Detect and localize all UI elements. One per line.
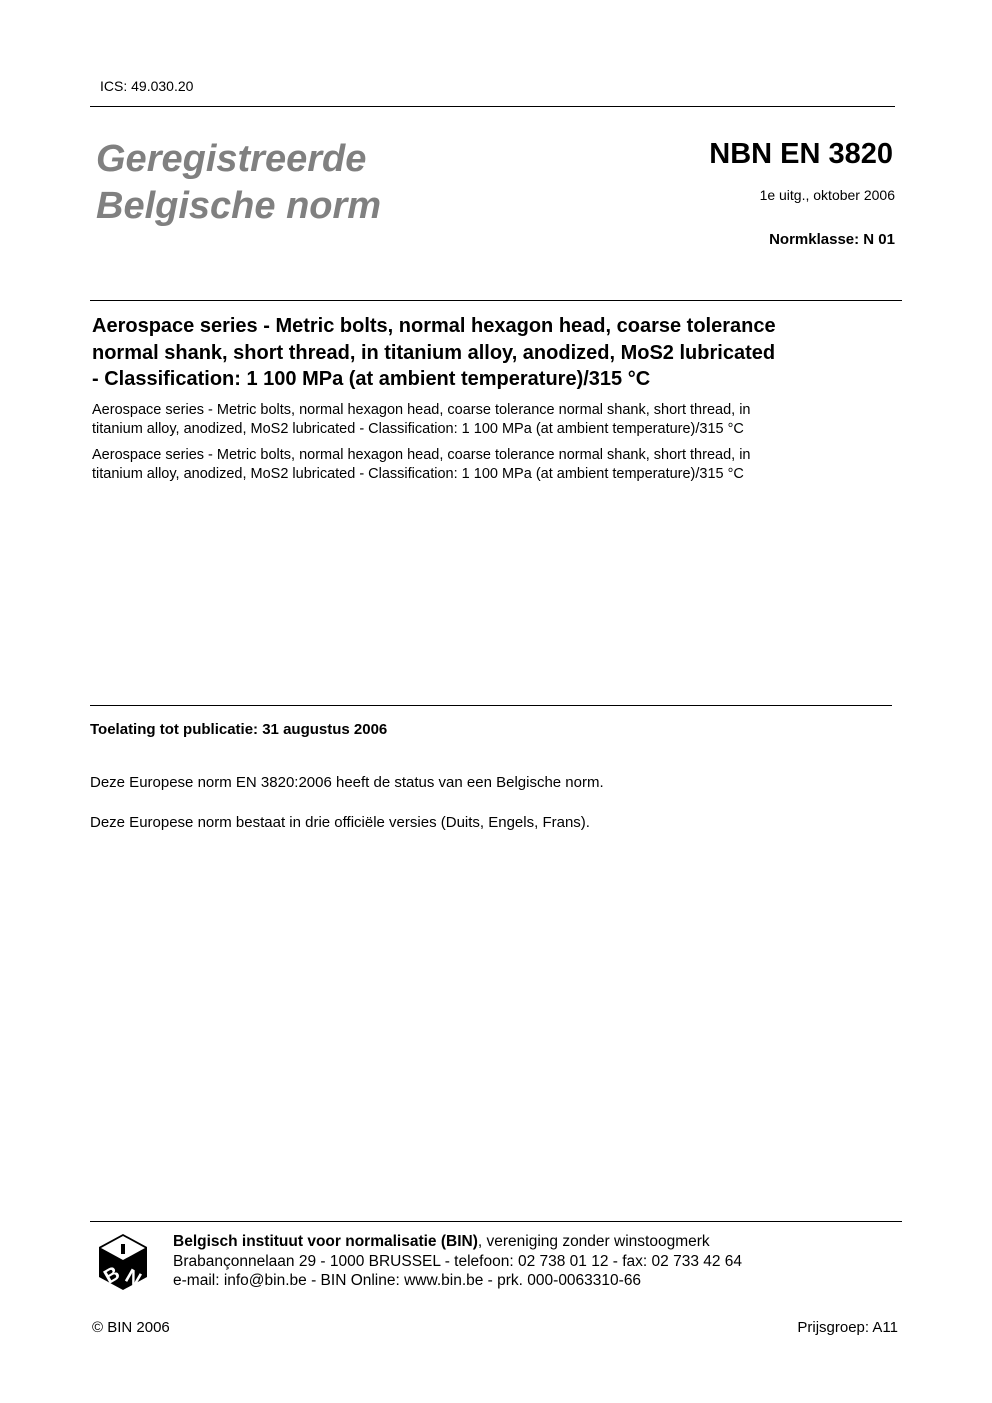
main-title-line: - Classification: 1 100 MPa (at ambient temperature)/315 °C xyxy=(92,368,651,390)
doc-type-title-line1: Geregistreerde xyxy=(96,138,367,180)
org-address: Brabançonnelaan 29 - 1000 BRUSSEL - telefoon: 02 738 01 12 - fax: 02 733 42 64 xyxy=(173,1252,743,1270)
norm-number: NBN EN 3820 xyxy=(709,138,893,170)
alt-title-line: titanium alloy, anodized, MoS2 lubricated - Classification: 1 100 MPa (at ambient temperature)/315 °C xyxy=(92,466,744,482)
ics-code: ICS: 49.030.20 xyxy=(100,78,194,94)
divider xyxy=(90,300,902,301)
price-group: Prijsgroep: A11 xyxy=(797,1319,898,1336)
norm-class: Normklasse: N 01 xyxy=(769,231,895,248)
doc-type-title-line2: Belgische norm xyxy=(96,185,382,227)
bin-logo xyxy=(97,1232,149,1292)
main-title-line: normal shank, short thread, in titanium alloy, anodized, MoS2 lubricated xyxy=(92,341,776,364)
alt-title-line: titanium alloy, anodized, MoS2 lubricated - Classification: 1 100 MPa (at ambient temperature)/315 °C xyxy=(92,421,744,437)
main-title xyxy=(92,313,776,393)
versions-text: Deze Europese norm bestaat in drie officiële versies (Duits, Engels, Frans). xyxy=(90,814,590,831)
edition: 1e uitg., oktober 2006 xyxy=(759,187,895,203)
divider xyxy=(90,1221,902,1222)
divider xyxy=(90,705,892,706)
alt-title-line: Aerospace series - Metric bolts, normal hexagon head, coarse tolerance normal shank, short thread, in xyxy=(92,402,751,418)
org-contact: e-mail: info@bin.be - BIN Online: www.bin.be - prk. 000-0063310-66 xyxy=(173,1272,642,1289)
copyright: © BIN 2006 xyxy=(92,1319,170,1336)
org-name: Belgisch instituut voor normalisatie (BIN) xyxy=(173,1233,478,1250)
org-info xyxy=(173,1232,742,1291)
divider xyxy=(90,106,895,107)
svg-text:B: B xyxy=(100,1262,124,1289)
org-type: , vereniging zonder winstoogmerk xyxy=(477,1233,710,1250)
svg-text:N: N xyxy=(121,1265,145,1292)
main-title-line: Aerospace series - Metric bolts, normal hexagon head, coarse tolerance xyxy=(92,315,776,337)
alt-title-line: Aerospace series - Metric bolts, normal hexagon head, coarse tolerance normal shank, short thread, in xyxy=(92,447,751,463)
alt-title-2 xyxy=(92,446,750,484)
alt-title-1 xyxy=(92,401,750,439)
approval-date: Toelating tot publicatie: 31 augustus 2006 xyxy=(90,721,388,738)
status-text: Deze Europese norm EN 3820:2006 heeft de status van een Belgische norm. xyxy=(90,774,604,791)
